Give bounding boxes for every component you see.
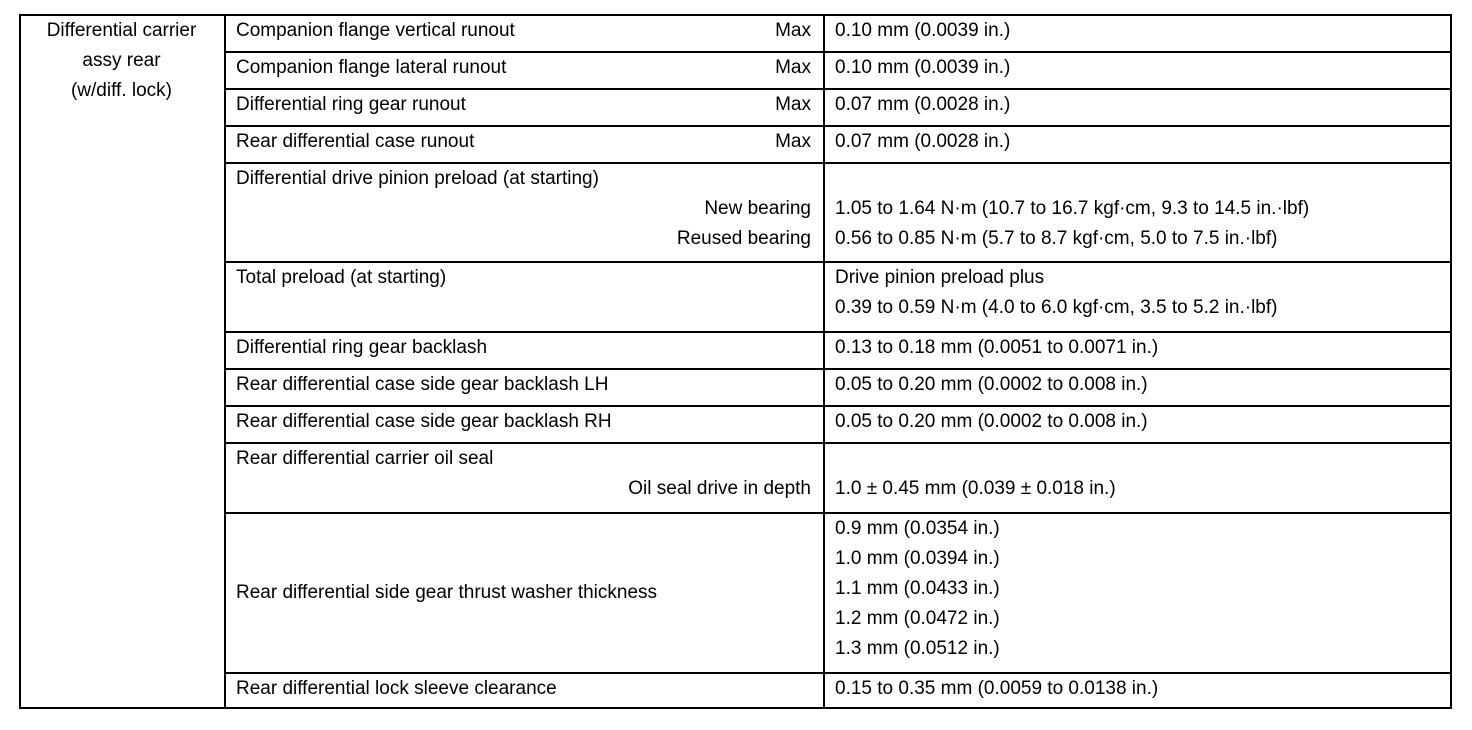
value-cell: 0.10 mm (0.0039 in.) [824, 52, 1451, 89]
item-label: Differential drive pinion preload (at starting) [236, 168, 599, 189]
item-label: Companion flange vertical runout [236, 20, 515, 41]
spec-table [19, 14, 1452, 709]
value-cell [824, 262, 1451, 332]
qualifier-label: Max [775, 94, 811, 115]
table-row [20, 673, 1451, 708]
value-cell: 0.15 to 0.35 mm (0.0059 to 0.0138 in.) [824, 673, 1451, 708]
table-row [20, 513, 1451, 673]
group-label-line: assy rear [82, 50, 161, 71]
value-cell: 0.07 mm (0.0028 in.) [824, 126, 1451, 163]
value-line: 0.39 to 0.59 N·m (4.0 to 6.0 kgf·cm, 3.5 to 5.2 in.·lbf) [835, 297, 1278, 318]
table-row [20, 126, 1451, 163]
item-cell: Differential ring gear backlash [225, 332, 824, 369]
value-line: 0.9 mm (0.0354 in.) [835, 518, 1000, 539]
item-label: Rear differential carrier oil seal [236, 448, 494, 469]
table-row [20, 262, 1451, 332]
item-cell: Rear differential case side gear backlash LH [225, 369, 824, 406]
table-row [20, 52, 1451, 89]
table-row [20, 406, 1451, 443]
value-line: 1.3 mm (0.0512 in.) [835, 638, 1000, 659]
value-cell [824, 443, 1451, 513]
item-cell: Rear differential lock sleeve clearance [225, 673, 824, 708]
value-line: 1.0 ± 0.45 mm (0.039 ± 0.018 in.) [835, 478, 1116, 499]
sub-item-label: New bearing [704, 198, 811, 219]
table-row [20, 89, 1451, 126]
value-line: Drive pinion preload plus [835, 267, 1045, 288]
value-line: 1.0 mm (0.0394 in.) [835, 548, 1000, 569]
value-cell: 0.13 to 0.18 mm (0.0051 to 0.0071 in.) [824, 332, 1451, 369]
group-label-cell [20, 15, 225, 708]
item-cell [225, 126, 824, 163]
item-cell [225, 15, 824, 52]
item-label: Companion flange lateral runout [236, 57, 507, 78]
value-line: 1.05 to 1.64 N·m (10.7 to 16.7 kgf·cm, 9.3 to 14.5 in.·lbf) [835, 198, 1310, 219]
table-row [20, 332, 1451, 369]
item-cell: Rear differential side gear thrust washer thickness [225, 513, 824, 673]
sub-item-label: Reused bearing [676, 228, 811, 249]
item-cell [225, 163, 824, 262]
item-label: Differential ring gear runout [236, 94, 466, 115]
group-label-line: Differential carrier [46, 20, 197, 41]
value-line: 1.2 mm (0.0472 in.) [835, 608, 1000, 629]
value-cell: 0.10 mm (0.0039 in.) [824, 15, 1451, 52]
qualifier-label: Max [775, 20, 811, 41]
table-row [20, 15, 1451, 52]
value-cell: 0.05 to 0.20 mm (0.0002 to 0.008 in.) [824, 406, 1451, 443]
item-cell: Total preload (at starting) [225, 262, 824, 332]
value-line: 1.1 mm (0.0433 in.) [835, 578, 1000, 599]
value-cell: 0.07 mm (0.0028 in.) [824, 89, 1451, 126]
qualifier-label: Max [775, 131, 811, 152]
value-line: 0.56 to 0.85 N·m (5.7 to 8.7 kgf·cm, 5.0 to 7.5 in.·lbf) [835, 228, 1278, 249]
value-cell [824, 163, 1451, 262]
item-cell: Rear differential case side gear backlash RH [225, 406, 824, 443]
item-cell [225, 52, 824, 89]
item-cell [225, 89, 824, 126]
sub-item-label: Oil seal drive in depth [628, 478, 811, 499]
table-row [20, 163, 1451, 262]
table-row [20, 443, 1451, 513]
value-cell: 0.05 to 0.20 mm (0.0002 to 0.008 in.) [824, 369, 1451, 406]
table-row [20, 369, 1451, 406]
group-label-line: (w/diff. lock) [70, 80, 172, 101]
item-cell [225, 443, 824, 513]
item-label: Rear differential case runout [236, 131, 475, 152]
qualifier-label: Max [775, 57, 811, 78]
value-cell [824, 513, 1451, 673]
